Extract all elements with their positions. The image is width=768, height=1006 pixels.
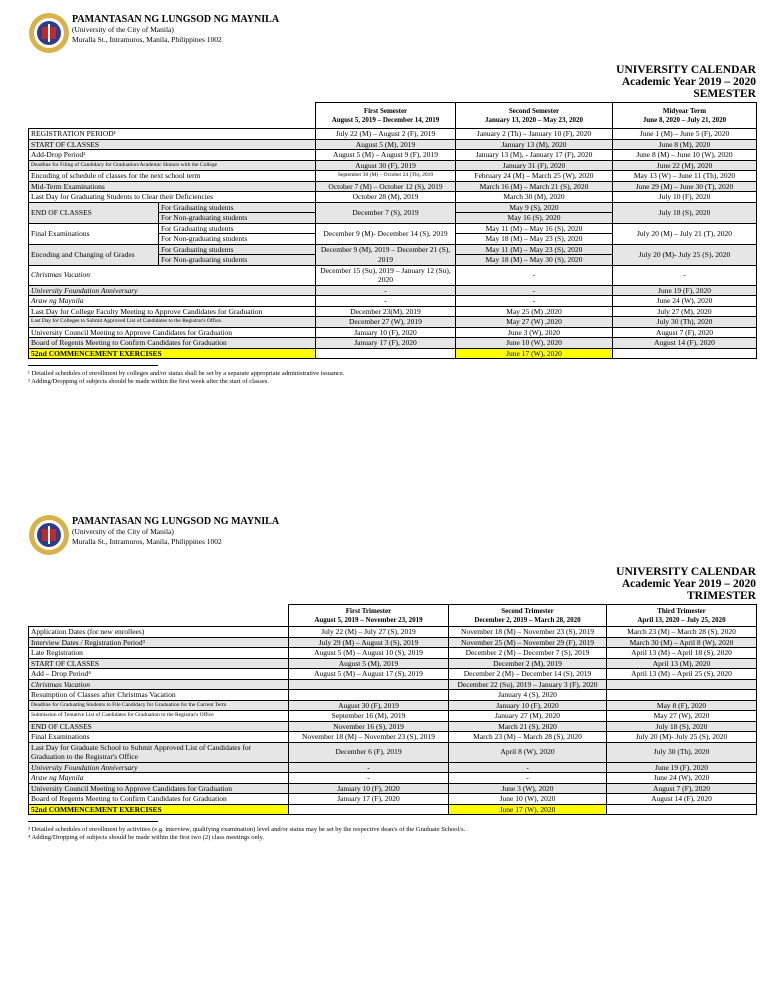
row-label: Christmas Vacation: [29, 679, 289, 690]
table-row: [29, 160, 757, 171]
university-address: Muralla St., Intramuros, Manila, Philippines 1002: [72, 537, 222, 546]
cell: August 5 (M), 2019: [316, 139, 456, 150]
table-row: [29, 317, 757, 328]
row-label: Last Day for Graduate School to Submit Approved List of Candidates for Graduation to the Registrar's Office: [29, 742, 289, 762]
cell: April 13 (M), 2020: [607, 658, 757, 669]
cell: [613, 348, 757, 359]
footnote: ¹ Detailed schedules of enrollment by colleges and/or status shall be set by a separate appropriate administrative issuance.: [28, 370, 345, 377]
table-row: [29, 171, 757, 182]
cell: January 17 (F), 2020: [289, 794, 449, 805]
table-row: [29, 139, 757, 150]
cell: August 14 (F), 2020: [613, 338, 757, 349]
cell: January 4 (S), 2020: [449, 690, 607, 701]
sub-label: For Graduating students: [159, 244, 316, 255]
row-label: Araw ng Maynila: [29, 296, 316, 307]
table-row: [29, 192, 757, 203]
cell: June 3 (W), 2020: [456, 327, 613, 338]
commencement-label: 52nd COMMENCEMENT EXERCISES: [29, 804, 289, 815]
cell: June 8 (M) – June 10 (W), 2020: [613, 150, 757, 161]
table-row: [29, 348, 757, 359]
cell: June 10 (W), 2020: [449, 794, 607, 805]
cell: [289, 679, 449, 690]
cell: February 24 (M) – March 25 (W), 2020: [456, 171, 613, 182]
footnote-rule: [28, 821, 158, 822]
row-label: University Foundation Anniversary: [29, 285, 316, 296]
cell: December 2 (M) – December 14 (S), 2019: [449, 669, 607, 680]
table-row: [29, 150, 757, 161]
cell: -: [316, 285, 456, 296]
cell: May 16 (S), 2020: [456, 213, 613, 224]
cell: March 21 (S), 2020: [449, 721, 607, 732]
cell: November 18 (M) – November 23 (S), 2019: [289, 732, 449, 743]
title-line: SEMESTER: [693, 88, 756, 100]
table-row: [29, 637, 757, 648]
table-row: [29, 669, 757, 680]
cell: March 23 (M) – March 28 (S), 2020: [607, 627, 757, 638]
table-row: [29, 265, 757, 285]
footnotes: [28, 821, 756, 842]
title-line: Academic Year 2019 – 2020: [621, 578, 756, 590]
cell: December 9 (M), 2019 – December 21 (S), 2019: [316, 244, 456, 265]
semester-calendar: [28, 12, 756, 386]
row-label: Add – Drop Period⁴: [29, 669, 289, 680]
commencement-label: 52nd COMMENCEMENT EXERCISES: [29, 348, 316, 359]
cell: -: [449, 773, 607, 784]
row-label: Deadline for Graduating Students to File Candidacy for Graduation for the Current Term: [29, 700, 289, 711]
title-line: UNIVERSITY CALENDAR: [616, 64, 756, 76]
table-row: [29, 732, 757, 743]
cell: July 18 (S), 2020: [613, 202, 757, 223]
row-label: END OF CLASSES: [29, 721, 289, 732]
cell: August 5 (M) – August 10 (S), 2019: [289, 648, 449, 659]
row-label: Add-Drop Period²: [29, 150, 316, 161]
cell: January 10 (F), 2020: [449, 700, 607, 711]
row-label: Submission of Tentative List of Candidates for Graduation to the Registrar's Office: [29, 711, 289, 722]
cell: November 25 (M) – November 29 (F), 2019: [449, 637, 607, 648]
cell: July 29 (M) – August 3 (S), 2019: [289, 637, 449, 648]
row-label: Final Examinations: [29, 223, 159, 244]
cell: May 8 (F), 2020: [607, 700, 757, 711]
cell: June 29 (M) – June 30 (T), 2020: [613, 181, 757, 192]
table-row: [29, 742, 757, 762]
cell: May 25 (M) ,2020: [456, 306, 613, 317]
blank-header: [29, 605, 289, 627]
table-row: [29, 648, 757, 659]
cell: -: [613, 265, 757, 285]
col-range: August 5, 2019 – November 23, 2019: [314, 615, 423, 624]
university-name: PAMANTASAN NG LUNGSOD NG MAYNILA: [72, 516, 280, 527]
cell: November 18 (M) – November 23 (S), 2019: [449, 627, 607, 638]
cell: March 30 (M), 2020: [456, 192, 613, 203]
calendar-title: [28, 64, 756, 100]
table-row: [29, 338, 757, 349]
cell: January 17 (F), 2020: [316, 338, 456, 349]
cell: August 30 (F), 2019: [289, 700, 449, 711]
cell: June 22 (M), 2020: [613, 160, 757, 171]
cell: March 30 (M) – April 8 (W), 2020: [607, 637, 757, 648]
cell: July 10 (F), 2020: [613, 192, 757, 203]
cell: April 13 (M) – April 25 (S), 2020: [607, 669, 757, 680]
row-label: REGISTRATION PERIOD¹: [29, 129, 316, 140]
sub-label: For Graduating students: [159, 223, 316, 234]
row-label: University Council Meeting to Approve Candidates for Graduation: [29, 327, 316, 338]
col-title: First Trimester: [345, 606, 392, 615]
col-header: [613, 103, 757, 129]
table-row: [29, 306, 757, 317]
footnote: ² Adding/Dropping of subjects should be made within the first week after the start of classes.: [28, 378, 269, 385]
row-label: Encoding and Changing of Grades: [29, 244, 159, 265]
row-label: University Foundation Anniversary: [29, 762, 289, 773]
table-row: [29, 244, 757, 255]
table-row: [29, 700, 757, 711]
university-address: Muralla St., Intramuros, Manila, Philippines 1002: [72, 35, 222, 44]
cell: -: [456, 265, 613, 285]
row-label: Araw ng Maynila: [29, 773, 289, 784]
cell: January 10 (F), 2020: [289, 783, 449, 794]
cell: August 5 (M), 2019: [289, 658, 449, 669]
cell: -: [316, 296, 456, 307]
university-header: [28, 12, 756, 64]
cell: June 3 (W), 2020: [449, 783, 607, 794]
cell: July 18 (S), 2020: [607, 721, 757, 732]
sub-label: For Non-graduating students: [159, 213, 316, 224]
col-header: [316, 103, 456, 129]
cell: August 5 (M) – August 9 (F), 2019: [316, 150, 456, 161]
cell: December 27 (W), 2019: [316, 317, 456, 328]
cell: May 27 (W), 2020: [607, 711, 757, 722]
university-header: [28, 514, 756, 566]
footnote-rule: [28, 365, 158, 366]
cell: -: [289, 762, 449, 773]
row-label: Deadline for Filing of Candidacy for Graduation/Academic Honors with the College: [29, 160, 316, 171]
col-range: August 5, 2019 – December 14, 2019: [331, 115, 440, 124]
table-row: [29, 711, 757, 722]
cell: -: [449, 762, 607, 773]
row-label: Final Examinations: [29, 732, 289, 743]
row-label: START OF CLASSES: [29, 658, 289, 669]
table-row: [29, 181, 757, 192]
cell: July 22 (M) – July 27 (S), 2019: [289, 627, 449, 638]
sub-label: For Non-graduating students: [159, 234, 316, 245]
blank-header: [29, 103, 316, 129]
commencement-date: June 17 (W), 2020: [449, 804, 607, 815]
cell: May 18 (M) – May 23 (S), 2020: [456, 234, 613, 245]
cell: December 2 (M), 2019: [449, 658, 607, 669]
cell: August 7 (F), 2020: [607, 783, 757, 794]
university-seal-icon: [28, 12, 70, 54]
row-label: END OF CLASSES: [29, 202, 159, 223]
cell: May 11 (M) – May 23 (S), 2020: [456, 244, 613, 255]
sub-label: For Non-graduating students: [159, 255, 316, 266]
cell: [607, 679, 757, 690]
table-row: [29, 690, 757, 701]
cell: August 14 (F), 2020: [607, 794, 757, 805]
title-line: TRIMESTER: [686, 590, 756, 602]
row-label: Encoding of schedule of classes for the next school term: [29, 171, 316, 182]
row-label: Board of Regents Meeting to Confirm Candidates for Graduation: [29, 338, 316, 349]
cell: September 30 (M) – October 24 (Th), 2019: [316, 171, 456, 182]
col-header: [607, 605, 757, 627]
col-title: Midyear Term: [662, 106, 707, 115]
table-row: [29, 285, 757, 296]
cell: December 22 (Su), 2019 – January 3 (F), 2020: [449, 679, 607, 690]
row-label: University Council Meeting to Approve Candidates for Graduation: [29, 783, 289, 794]
trimester-table: [28, 604, 757, 815]
cell: April 8 (W), 2020: [449, 742, 607, 762]
cell: [289, 690, 449, 701]
cell: June 19 (F), 2020: [607, 762, 757, 773]
row-label: Last Day for College Faculty Meeting to Approve Candidates for Graduation: [29, 306, 316, 317]
footnotes: [28, 365, 756, 386]
university-subtitle: (University of the City of Manila): [72, 527, 174, 536]
row-label: Mid-Term Examinations: [29, 181, 316, 192]
row-label: Board of Regents Meeting to Confirm Candidates for Graduation: [29, 794, 289, 805]
cell: December 23(M), 2019: [316, 306, 456, 317]
cell: [607, 804, 757, 815]
cell: -: [456, 285, 613, 296]
cell: January 2 (Th) – January 10 (F), 2020: [456, 129, 613, 140]
calendar-title: [28, 566, 756, 602]
cell: -: [456, 296, 613, 307]
cell: June 24 (W), 2020: [607, 773, 757, 784]
col-header: [456, 103, 613, 129]
col-range: December 2, 2019 – March 28, 2020: [474, 615, 581, 624]
university-subtitle: (University of the City of Manila): [72, 25, 174, 34]
cell: March 23 (M) – March 28 (S), 2020: [449, 732, 607, 743]
cell: June 19 (F), 2020: [613, 285, 757, 296]
cell: October 7 (M) – October 12 (S), 2019: [316, 181, 456, 192]
col-title: First Semester: [363, 106, 408, 115]
cell: June 10 (W), 2020: [456, 338, 613, 349]
cell: June 24 (W), 2020: [613, 296, 757, 307]
row-label: Interview Dates / Registration Period³: [29, 637, 289, 648]
table-row: [29, 783, 757, 794]
title-line: Academic Year 2019 – 2020: [621, 76, 756, 88]
cell: January 27 (M), 2020: [449, 711, 607, 722]
cell: June 1 (M) – June 5 (F), 2020: [613, 129, 757, 140]
sub-label: For Graduating students: [159, 202, 316, 213]
university-seal-icon: [28, 514, 70, 556]
table-row: [29, 627, 757, 638]
table-row: [29, 679, 757, 690]
cell: April 13 (M) – April 18 (S), 2020: [607, 648, 757, 659]
col-header: [449, 605, 607, 627]
col-range: June 8, 2020 – July 21, 2020: [642, 115, 727, 124]
table-row: [29, 129, 757, 140]
table-row: [29, 804, 757, 815]
row-label: Last Day for Colleges to Submit Approved List of Candidates to the Registrar's Office.: [29, 317, 316, 328]
cell: [607, 690, 757, 701]
col-header: [289, 605, 449, 627]
cell: May 9 (S), 2020: [456, 202, 613, 213]
col-range: April 13, 2020 – July 25, 2020: [637, 615, 726, 624]
cell: May 13 (W) – June 11 (Th), 2020: [613, 171, 757, 182]
table-row: [29, 773, 757, 784]
cell: July 20 (M)- July 25 (S), 2020: [607, 732, 757, 743]
cell: July 20 (M)- July 25 (S), 2020: [613, 244, 757, 265]
cell: January 10 (F), 2020: [316, 327, 456, 338]
trimester-calendar: [28, 514, 756, 842]
cell: December 15 (Su), 2019 – January 12 (Su), 2020: [316, 265, 456, 285]
cell: May 27 (W) ,2020: [456, 317, 613, 328]
cell: July 20 (M) – July 21 (T), 2020: [613, 223, 757, 244]
cell: July 30 (Th), 2020: [607, 742, 757, 762]
footnote: ⁴ Adding/Dropping of subjects should be made within the first two (2) class meetings only.: [28, 834, 264, 841]
col-range: January 13, 2020 – May 23, 2020: [485, 115, 583, 124]
cell: July 30 (Th), 2020: [613, 317, 757, 328]
cell: August 7 (F), 2020: [613, 327, 757, 338]
cell: January 13 (M), - January 17 (F), 2020: [456, 150, 613, 161]
cell: December 6 (F), 2019: [289, 742, 449, 762]
col-title: Second Trimester: [501, 606, 554, 615]
university-name: PAMANTASAN NG LUNGSOD NG MAYNILA: [72, 14, 280, 25]
table-row: [29, 721, 757, 732]
row-label: Last Day for Graduating Students to Clear their Deficiencies: [29, 192, 316, 203]
cell: July 27 (M), 2020: [613, 306, 757, 317]
commencement-date: June 17 (W), 2020: [456, 348, 613, 359]
table-row: [29, 762, 757, 773]
cell: December 2 (M) – December 7 (S), 2019: [449, 648, 607, 659]
table-row: [29, 794, 757, 805]
title-line: UNIVERSITY CALENDAR: [616, 566, 756, 578]
cell: [289, 804, 449, 815]
row-label: Late Registration: [29, 648, 289, 659]
cell: August 30 (F), 2019: [316, 160, 456, 171]
row-label: Resumption of Classes after Christmas Vacation: [29, 690, 289, 701]
cell: September 16 (M), 2019: [289, 711, 449, 722]
cell: January 31 (F), 2020: [456, 160, 613, 171]
col-title: Second Semester: [508, 106, 560, 115]
cell: November 16 (S), 2019: [289, 721, 449, 732]
table-row: [29, 327, 757, 338]
row-label: START OF CLASSES: [29, 139, 316, 150]
cell: December 9 (M)- December 14 (S), 2019: [316, 223, 456, 244]
cell: May 18 (M) – May 30 (S), 2020: [456, 255, 613, 266]
table-row: [29, 202, 757, 213]
row-label: Christmas Vacation: [29, 265, 316, 285]
cell: [316, 348, 456, 359]
cell: May 11 (M) – May 16 (S), 2020: [456, 223, 613, 234]
table-row: [29, 223, 757, 234]
table-row: [29, 296, 757, 307]
table-row: [29, 658, 757, 669]
cell: December 7 (S), 2019: [316, 202, 456, 223]
cell: October 28 (M), 2019: [316, 192, 456, 203]
cell: January 13 (M), 2020: [456, 139, 613, 150]
cell: July 22 (M) – August 2 (F), 2019: [316, 129, 456, 140]
semester-table: [28, 102, 757, 359]
row-label: Application Dates (for new enrollees): [29, 627, 289, 638]
cell: -: [289, 773, 449, 784]
cell: June 8 (M), 2020: [613, 139, 757, 150]
col-title: Third Trimester: [657, 606, 706, 615]
cell: August 5 (M) – August 17 (S), 2019: [289, 669, 449, 680]
cell: March 16 (M) – March 21 (S), 2020: [456, 181, 613, 192]
footnote: ³ Detailed schedules of enrollment by activities (e.g. interview, qualifying examination) level and/or status may be set by the respective dean/s of the Graduate School/s.: [28, 826, 466, 833]
